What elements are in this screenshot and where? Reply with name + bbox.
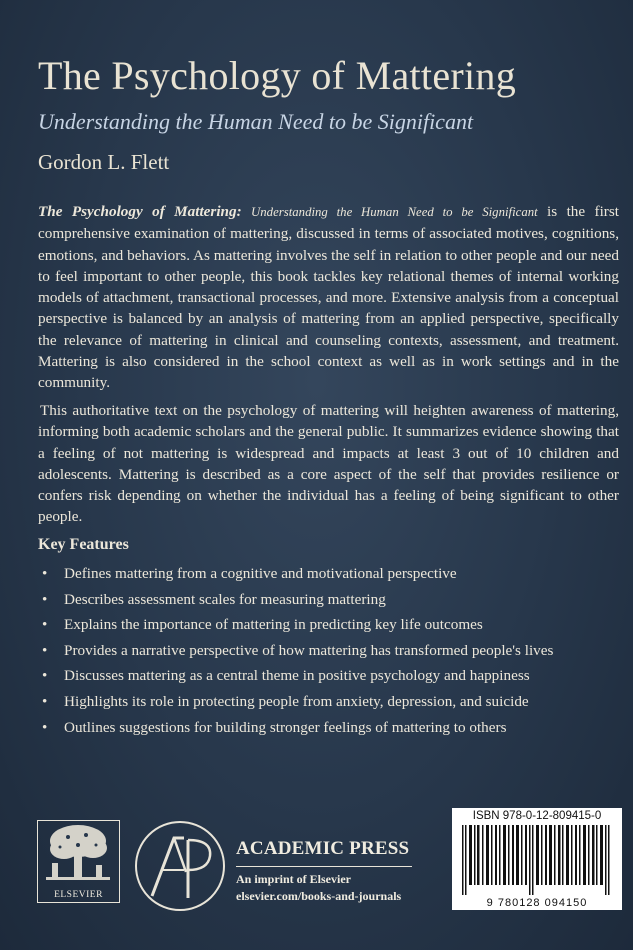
description-paragraph-1	[38, 201, 619, 394]
list-item: • Discusses mattering as a central theme in positive psychology and happiness	[42, 663, 553, 689]
elsevier-label: ELSEVIER	[54, 890, 103, 900]
bullet-icon: •	[42, 718, 48, 736]
publisher-imprint: An imprint of Elsevier	[236, 872, 351, 886]
book-title: The Psychology of Mattering	[38, 53, 517, 98]
publisher-divider	[236, 866, 412, 867]
book-subtitle: Understanding the Human Need to be Significant	[38, 109, 474, 134]
list-item: • Provides a narrative perspective of how mattering has transformed people's lives	[42, 638, 553, 664]
author-name: Gordon L. Flett	[38, 150, 170, 174]
lead-title: The Psychology of Mattering:	[38, 203, 242, 220]
key-features-heading: Key Features	[38, 536, 129, 553]
bullet-icon: •	[42, 590, 48, 608]
bullet-icon: •	[42, 565, 48, 582]
bullet-icon: •	[42, 667, 48, 685]
barcode-icon	[462, 825, 612, 895]
publisher-name: ACADEMIC PRESS	[236, 838, 410, 859]
list-item: • Describes assessment scales for measuring mattering	[42, 587, 553, 613]
paragraph-1-text: is the first comprehensive examination of mattering, discussed in terms of associated motives, cognitions, emotions, and behaviors. As mattering involves the self in relation to other people and our need to feel important to other people, this book tackles key relational themes of internal working models of attachment, transactional processes, and more. Extensive analysis from a conceptual perspective is balanced by an analysis of mattering from an applied perspective, specifically the relevance of mattering in clinical and counseling contexts, assessment, and treatment. Mattering is also considered in the school context as well as in work settings and in the community.	[38, 203, 619, 392]
elsevier-tree-logo-icon	[38, 821, 118, 887]
key-features-list	[42, 561, 553, 740]
list-item: • Highlights its role in protecting people from anxiety, depression, and suicide	[42, 689, 553, 715]
bullet-icon: •	[42, 616, 48, 634]
lead-subtitle: Understanding the Human Need to be Significant	[251, 205, 538, 219]
description-paragraph-2: This authoritative text on the psychology of mattering will heighten awareness of mattering, informing both academic scholars and the general public. It summarizes evidence showing that a feeling of not mattering is widespread and impacts at least 3 out of 10 children and adolescents. Mattering is described as a core aspect of the self that provides resilience or confers risk depending on whether the individual has a feeling of being significant to other people.	[38, 402, 619, 526]
publisher-url: elsevier.com/books-and-journals	[236, 889, 402, 903]
academic-press-logo-icon	[132, 820, 228, 912]
isbn-barcode-box	[452, 808, 622, 910]
list-item: • Defines mattering from a cognitive and motivational perspective	[42, 561, 553, 587]
bullet-icon: •	[42, 692, 48, 710]
isbn-number: ISBN 978-0-12-809415-0	[472, 810, 602, 822]
bullet-icon: •	[42, 641, 48, 659]
barcode-digits: 9 780128 094150	[454, 897, 620, 909]
elsevier-logo	[37, 820, 120, 903]
list-item: • Outlines suggestions for building stronger feelings of mattering to others	[42, 715, 553, 741]
list-item: • Explains the importance of mattering in predicting key life outcomes	[42, 612, 553, 638]
